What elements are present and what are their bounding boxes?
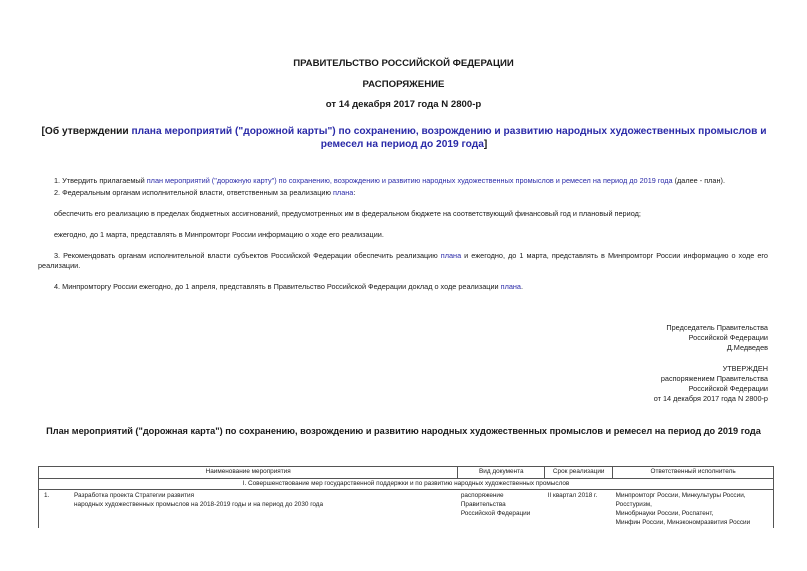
signature-line-1: Председатель Правительства <box>666 323 768 332</box>
row-name-line-1: Разработка проекта Стратегии развития <box>74 492 195 499</box>
paragraph-1 <box>54 176 774 186</box>
p2-plan-link[interactable]: плана <box>332 188 354 197</box>
table-header-row <box>39 467 774 479</box>
doc-type-line-2: Правительства <box>460 501 506 508</box>
title-prefix: [Об утверждении <box>41 126 132 137</box>
government-heading: ПРАВИТЕЛЬСТВО РОССИЙСКОЙ ФЕДЕРАЦИИ <box>293 58 514 69</box>
signature-block <box>500 323 768 353</box>
approval-line-4: от 14 декабря 2017 года N 2800-р <box>653 394 768 403</box>
p4-suffix: . <box>521 282 524 291</box>
signature-line-3: Д.Медведев <box>726 343 768 352</box>
title-plan-link[interactable]: плана мероприятий ("дорожной карты") по сохранению, возрождению и развитию народных художественных промыслов и ремесел на период до 2019 года <box>131 126 767 150</box>
approval-line-1: УТВЕРЖДЕН <box>722 364 768 373</box>
p1-plan-link[interactable]: план мероприятий ("дорожную карту") по сохранению, возрождению и развитию народных художественных промыслов и ремесел на период до 2019 года <box>146 176 673 185</box>
responsible-line-2: Росстуризм, <box>615 501 652 508</box>
approval-line-2: распоряжением Правительства <box>660 374 768 383</box>
document-title <box>36 125 772 151</box>
paragraph-3 <box>38 251 768 271</box>
plan-table <box>38 466 774 528</box>
paragraph-2 <box>54 188 774 198</box>
table-row <box>39 490 774 529</box>
p1-suffix: (далее - план). <box>672 176 725 185</box>
date-line: от 14 декабря 2017 года N 2800-р <box>325 99 482 110</box>
cell-name <box>39 490 458 529</box>
cell-doc-type <box>458 490 545 529</box>
signature-line-2: Российской Федерации <box>688 333 768 342</box>
col-header-doc-type: Вид документа <box>458 467 545 479</box>
approval-block <box>500 364 768 404</box>
title-suffix: ] <box>483 139 488 150</box>
term-value: II квартал 2018 г. <box>547 492 598 499</box>
doc-type-line-1: распоряжение <box>460 492 504 499</box>
row-number: 1. <box>44 492 50 499</box>
paragraph-4 <box>54 282 774 292</box>
section-heading: I. Совершенствование мер государственной поддержки и по развитию народных художественных промыслов <box>39 479 774 490</box>
doc-type-line-3: Российской Федерации <box>460 510 531 517</box>
p3-prefix: 3. Рекомендовать органам исполнительной власти субъектов Российской Федерации обеспечить реализацию <box>54 251 441 260</box>
p3-plan-link[interactable]: плана <box>440 251 462 260</box>
paragraph-2b: ежегодно, до 1 марта, представлять в Минпромторг России информацию о ходе его реализации. <box>54 230 384 239</box>
col-header-name: Наименование мероприятия <box>39 467 458 479</box>
responsible-line-3: Минобрнауки России, Роспатент, <box>615 510 714 517</box>
responsible-line-4: Минфин России, Минэкономразвития России <box>615 519 751 526</box>
row-name-line-2: народных художественных промыслов на 2018-2019 годы и на период до 2030 года <box>74 501 324 508</box>
p4-prefix: 4. Минпромторгу России ежегодно, до 1 апреля, представлять в Правительство Российской Федерации доклад о ходе реализации <box>54 282 501 291</box>
p2-suffix: : <box>353 188 356 197</box>
paragraph-2a: обеспечить его реализацию в пределах бюджетных ассигнований, предусмотренных им в федеральном бюджете на соответствующий финансовый год и плановый период; <box>54 209 641 218</box>
approval-line-3: Российской Федерации <box>688 384 768 393</box>
doc-type-heading: РАСПОРЯЖЕНИЕ <box>362 79 445 90</box>
p1-prefix: 1. Утвердить прилагаемый <box>54 176 147 185</box>
cell-responsible <box>613 490 774 529</box>
responsible-line-1: Минпромторг России, Минкультуры России, <box>615 492 746 499</box>
col-header-term: Срок реализации <box>545 467 613 479</box>
cell-term <box>545 490 613 529</box>
p3-suffix: и ежегодно, до 1 марта, представлять в Минпромторг России информацию о ходе его реализации. <box>38 251 768 270</box>
p2-prefix: 2. Федеральным органам исполнительной власти, ответственным за реализацию <box>54 188 333 197</box>
col-header-responsible: Ответственный исполнитель <box>613 467 774 479</box>
p4-plan-link[interactable]: плана <box>500 282 521 291</box>
plan-title: План мероприятий ("дорожная карта") по сохранению, возрождению и развитию народных художественных промыслов и ремесел на период до 2019 года <box>46 426 761 436</box>
section-row <box>39 479 774 490</box>
